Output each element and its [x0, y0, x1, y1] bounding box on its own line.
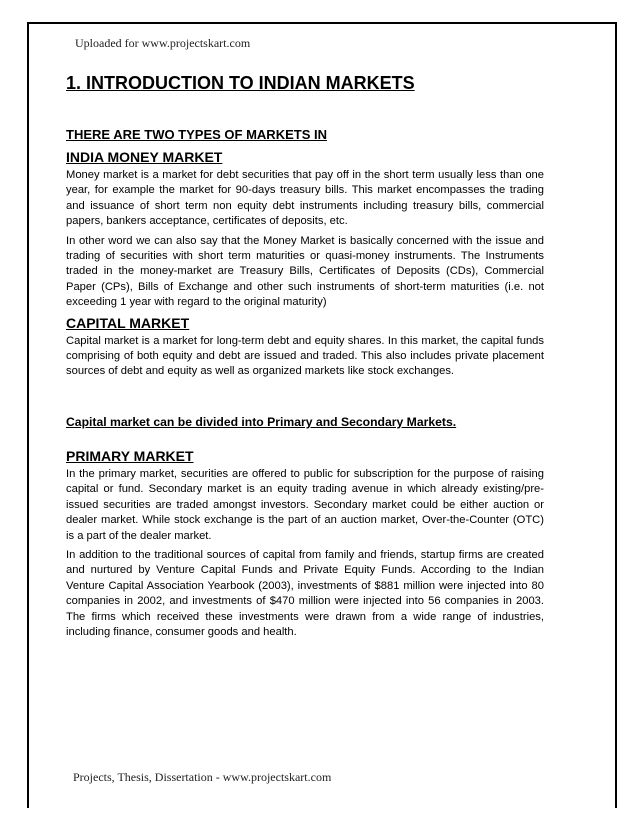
- capital-market-paragraph: Capital market is a market for long-term debt and equity shares. In this market, the capital funds comprising of both equity and debt are issued and traded. This also includes private placement sources of debt and equity as well as organized markets like stock exchanges.: [66, 334, 544, 378]
- document-body: [66, 72, 544, 644]
- intro-line-1: THERE ARE TWO TYPES OF MARKETS IN: [66, 127, 327, 142]
- page-frame-bottom-left-mark: [27, 796, 29, 808]
- capital-market-heading: CAPITAL MARKET: [66, 314, 190, 331]
- market-division-heading: Capital market can be divided into Primary and Secondary Markets.: [66, 414, 457, 429]
- money-market-paragraph-1: Money market is a market for debt securities that pay off in the short term usually less than one year, for example the market for 90-days treasury bills. This market encompasses the trading and issuance of short term non equity debt instruments including treasury bills, commercial papers, bankers acceptance, certificates of deposits, etc.: [66, 169, 544, 228]
- primary-market-paragraph-2: In addition to the traditional sources of capital from family and friends, startup firms are created and nurtured by Venture Capital Funds and Private Equity Funds. According to the Indian Venture Capital Association Yearbook (2003), investments of $881 million were injected into 80 companies in 2002, and investments of $470 million were injected into 56 companies in 2003. The firms which received these investments were drawn from a wide range of industries, including finance, consumer goods and health.: [66, 548, 544, 638]
- page-frame-bottom-right-mark: [615, 796, 617, 808]
- upload-note: Uploaded for www.projectskart.com: [75, 36, 251, 50]
- footer-note: Projects, Thesis, Dissertation - www.projectskart.com: [73, 770, 332, 784]
- document-title: 1. INTRODUCTION TO INDIAN MARKETS: [66, 73, 415, 93]
- page-frame-left-border: [27, 22, 29, 804]
- page-frame-right-border: [615, 22, 617, 804]
- primary-market-heading: PRIMARY MARKET: [66, 447, 194, 464]
- page-frame-top-border: [27, 22, 617, 24]
- primary-market-paragraph-1: In the primary market, securities are offered to public for subscription for the purpose of raising capital or fund. Secondary market is an equity trading avenue in which already existing/pre- issued securities are traded amongst investors. Secondary market could be either auction or dealer market. While stock exchange is the part of an auction market, Over-the-Counter (OTC) is a part of the dealer market.: [66, 467, 544, 542]
- money-market-paragraph-2: In other word we can also say that the Money Market is basically concerned with the issue and trading of securities with short term maturities or quasi-money instruments. The Instruments traded in the money-market are Treasury Bills, Certificates of Deposits (CDs), Commercial Paper (CPs), Bills of Exchange and other such instruments of short-term maturities (i.e. not exceeding 1 year with regard to the original maturity): [66, 234, 544, 309]
- money-market-heading: INDIA MONEY MARKET: [66, 149, 223, 165]
